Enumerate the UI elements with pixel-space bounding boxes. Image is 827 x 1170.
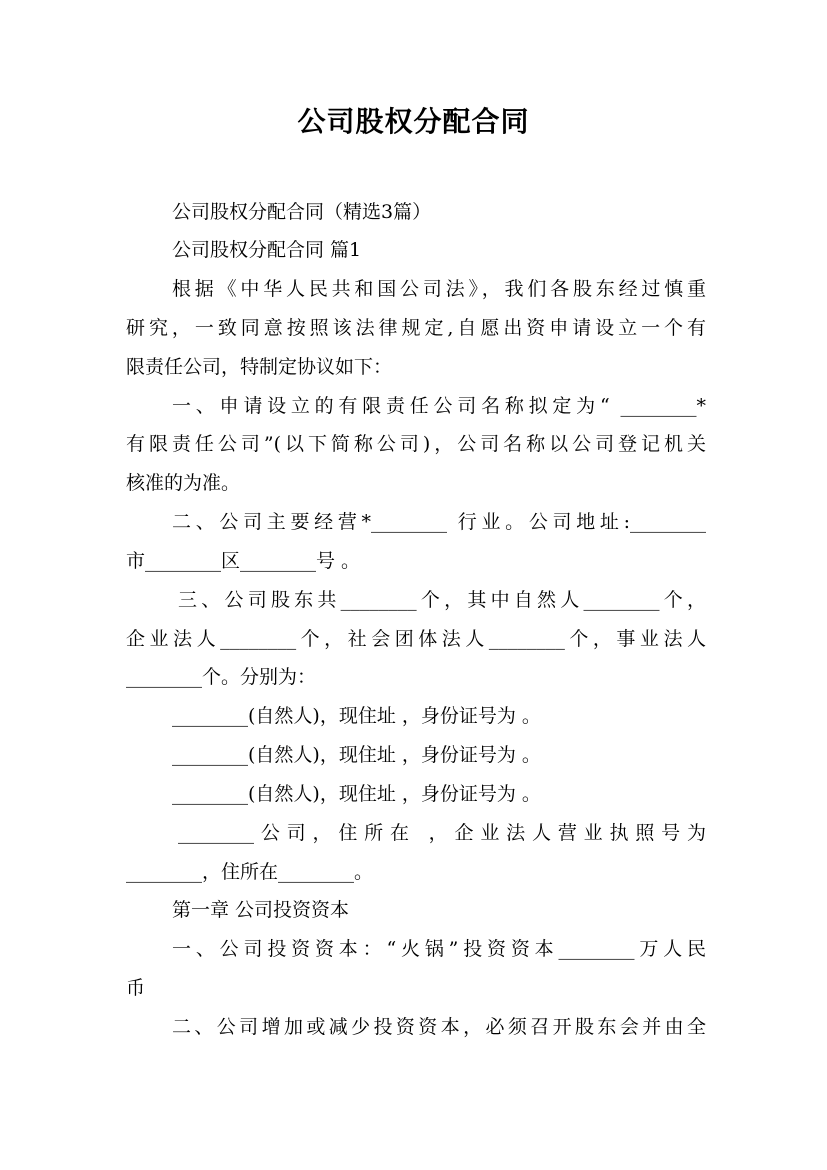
paragraph-line: 三、公司股东共________个，其中自然人________个， [178, 589, 706, 611]
shareholder-line: ________公司，住所在 ，企业法人营业执照号为 [178, 822, 706, 844]
paragraph-line: 企业法人________个，社会团体法人________个，事业法人 [126, 628, 706, 650]
subtitle-line: 公司股权分配合同（精选3篇） [172, 201, 432, 223]
paragraph-line: 二、公司增加或减少投资资本，必须召开股东会并由全 [172, 1016, 706, 1038]
shareholder-line: ________，住所在________。 [126, 861, 374, 883]
paragraph-line: 有限责任公司”(以下简称公司)，公司名称以公司登记机关 [126, 433, 706, 455]
shareholder-line: ________(自然人)，现住址 ，身份证号为 。 [172, 705, 541, 727]
paragraph-line: 币 [126, 977, 146, 999]
paragraph-line: 二、公司主要经营*________ 行业。公司地址:________ [172, 511, 706, 533]
shareholder-line: ________(自然人)，现住址 ，身份证号为 。 [172, 783, 541, 805]
document-title: 公司股权分配合同 [297, 105, 530, 138]
paragraph-line: 根据《中华人民共和国公司法》，我们各股东经过慎重 [172, 278, 706, 300]
shareholder-line: ________(自然人)，现住址 ，身份证号为 。 [172, 744, 541, 766]
paragraph-line: 核准的为准。 [126, 472, 241, 494]
paragraph-line: ________个。分别为： [126, 666, 317, 688]
section-heading: 公司股权分配合同 篇1 [172, 239, 362, 261]
chapter-heading: 第一章 公司投资资本 [172, 899, 350, 921]
paragraph-line: 限责任公司，特制定协议如下： [126, 356, 393, 378]
paragraph-line: 市________区________号 。 [126, 550, 361, 572]
paragraph-line: 一、申请设立的有限责任公司名称拟定为“ ________* [172, 395, 706, 417]
paragraph-line: 研究，一致同意按照该法律规定,自愿出资申请设立一个有 [126, 317, 706, 339]
paragraph-line: 一、公司投资资本：“火锅”投资资本________万人民 [172, 938, 706, 960]
